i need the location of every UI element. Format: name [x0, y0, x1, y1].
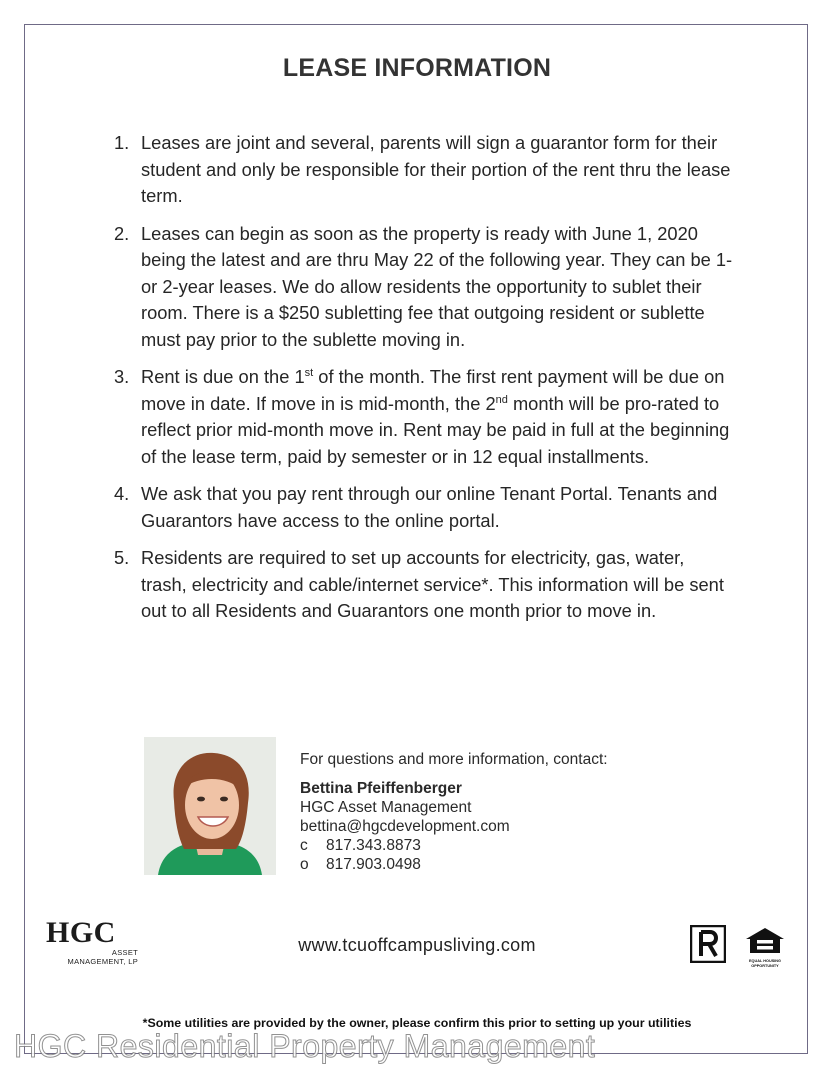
- document-title: LEASE INFORMATION: [282, 54, 552, 82]
- list-item: [114, 481, 734, 534]
- contact-email[interactable]: bettina@hgcdevelopment.com: [300, 818, 510, 835]
- hgc-logo-text: HGC: [46, 916, 116, 949]
- item-text: [141, 364, 734, 470]
- realtor-r-icon: [690, 925, 726, 963]
- item-number: 5.: [114, 547, 130, 568]
- portrait-illustration: [144, 737, 276, 875]
- item-number: 4.: [114, 483, 130, 504]
- item-number: 1.: [114, 132, 130, 153]
- item-text-part: month will be pro-rated to reflect prior mid-month move in. Rent may be paid in full at the beginning of the lease term, paid by semester or in 12 equal installments.: [141, 392, 730, 467]
- list-item: [114, 545, 734, 625]
- item-number: 3.: [114, 366, 130, 387]
- item-text: Leases are joint and several, parents will sign a guarantor form for their student and only be responsible for their portion of the rent thru the lease term.: [141, 132, 731, 206]
- contact-office-row: [300, 855, 608, 874]
- contact-intro: For questions and more information, contact:: [300, 751, 608, 768]
- contact-office[interactable]: 817.903.0498: [326, 856, 421, 873]
- watermark-text: HGC Residential Property Management: [14, 1028, 596, 1064]
- list-item: [114, 364, 734, 470]
- hgc-logo-line1: ASSET: [111, 948, 138, 957]
- list-item: [114, 221, 734, 354]
- item-text: Residents are required to set up accounts for electricity, gas, water, trash, electricity and cable/internet service*. This information will be sent out to all Residents and Guarantors one month prior to move in.: [141, 547, 724, 621]
- equal-housing-icon: [744, 926, 786, 968]
- cell-label: c: [300, 837, 308, 854]
- contact-photo: [144, 737, 276, 875]
- office-label: o: [300, 856, 309, 873]
- contact-name: Bettina Pfeiffenberger: [300, 780, 462, 797]
- contact-company: HGC Asset Management: [300, 799, 472, 816]
- website-link[interactable]: www.tcuoffcampusliving.com: [298, 935, 536, 955]
- item-number: 2.: [114, 222, 130, 244]
- eho-caption-1: EQUAL HOUSING: [749, 959, 781, 963]
- ordinal-suffix: st: [304, 366, 314, 379]
- hgc-logo-line2: MANAGEMENT, LP: [67, 957, 138, 966]
- contact-block: [300, 750, 608, 874]
- lease-terms-list: [114, 130, 734, 636]
- item-text: Leases can begin as soon as the property is ready with June 1, 2020 being the latest and are thru May 22 of the following year. They can be 1- or 2-year leases. We do allow residents the opportunity to sublet their room. There is a $250 subletting fee that outgoing resident or sublette must pay prior to the sublette moving in.: [141, 222, 733, 350]
- contact-cell-row: [300, 836, 608, 855]
- item-text-part: of the month. The first rent payment will be due on move in date. If move in is mid-month, the 2: [141, 366, 725, 414]
- ordinal-suffix: nd: [495, 393, 508, 406]
- list-item: [114, 130, 734, 210]
- item-text: We ask that you pay rent through our online Tenant Portal. Tenants and Guarantors have access to the online portal.: [141, 483, 718, 531]
- contact-cell[interactable]: 817.343.8873: [326, 837, 421, 854]
- utilities-footnote: *Some utilities are provided by the owner, please confirm this prior to setting up your utilities: [142, 1016, 692, 1030]
- eho-caption-2: OPPORTUNITY: [751, 963, 779, 968]
- item-text-part: Rent is due on the 1: [141, 366, 305, 387]
